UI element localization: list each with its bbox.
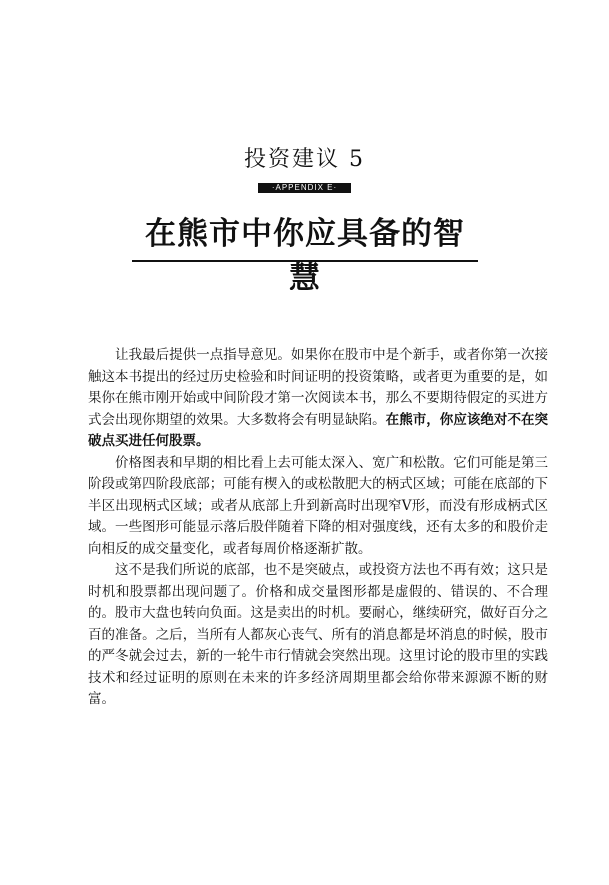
paragraph-1-emphasis: 在熊市，你应该绝对不在突破点买进任何股票。 bbox=[88, 411, 549, 449]
title-underline bbox=[132, 260, 478, 262]
paragraph-1 bbox=[88, 345, 548, 453]
paragraph-2-text: 价格图表和早期的相比看上去可能太深入、宽广和松散。它们可能是第三阶段或第四阶段底部；可能有楔入的或松散肥大的柄式区域；可能在底部的下半区出现柄式区域；或者从底部上升到新高时出现窄V形，而没有形成柄式区域。一些图形可能显示落后股伴随着下降的相对强度线，还有太多的和股价走向相反的成交量变化，或者每周价格逐渐扩散。 bbox=[88, 454, 548, 557]
paragraph-3-text: 这不是我们所说的底部，也不是突破点，或投资方法也不再有效；这只是时机和股票都出现问题了。价格和成交量图形都是虚假的、错误的、不合理的。股市大盘也转向负面。这是卖出的时机。要耐心，继续研究，做好百分之百的准备。之后，当所有人都灰心丧气、所有的消息都是坏消息的时候，股市的严冬就会过去，新的一轮牛市行情就会突然出现。这里讨论的股市里的实践技术和经过证明的原则在未来的许多经济周期里都会给你带来源源不断的财富。 bbox=[88, 562, 548, 707]
paragraph-1-text: 让我最后提供一点指导意见。如果你在股市中是个新手，或者你第一次接触这本书提出的经过历史检验和时间证明的投资策略，或者更为重要的是，如果你在熊市刚开始或中间阶段才第一次阅读本书，那么不要期待假定的买进方式会出现你期望的效果。大多数将会有明显缺陷。 bbox=[88, 347, 548, 428]
appendix-title: 投资建议 5 bbox=[244, 147, 365, 172]
appendix-tag: ·APPENDIX E· bbox=[258, 183, 351, 193]
paragraph-2 bbox=[88, 453, 548, 561]
body-text bbox=[88, 345, 548, 711]
paragraph-3 bbox=[88, 560, 548, 711]
chapter-title: 在熊市中你应具备的智慧 bbox=[145, 216, 465, 296]
appendix-header bbox=[0, 145, 609, 194]
